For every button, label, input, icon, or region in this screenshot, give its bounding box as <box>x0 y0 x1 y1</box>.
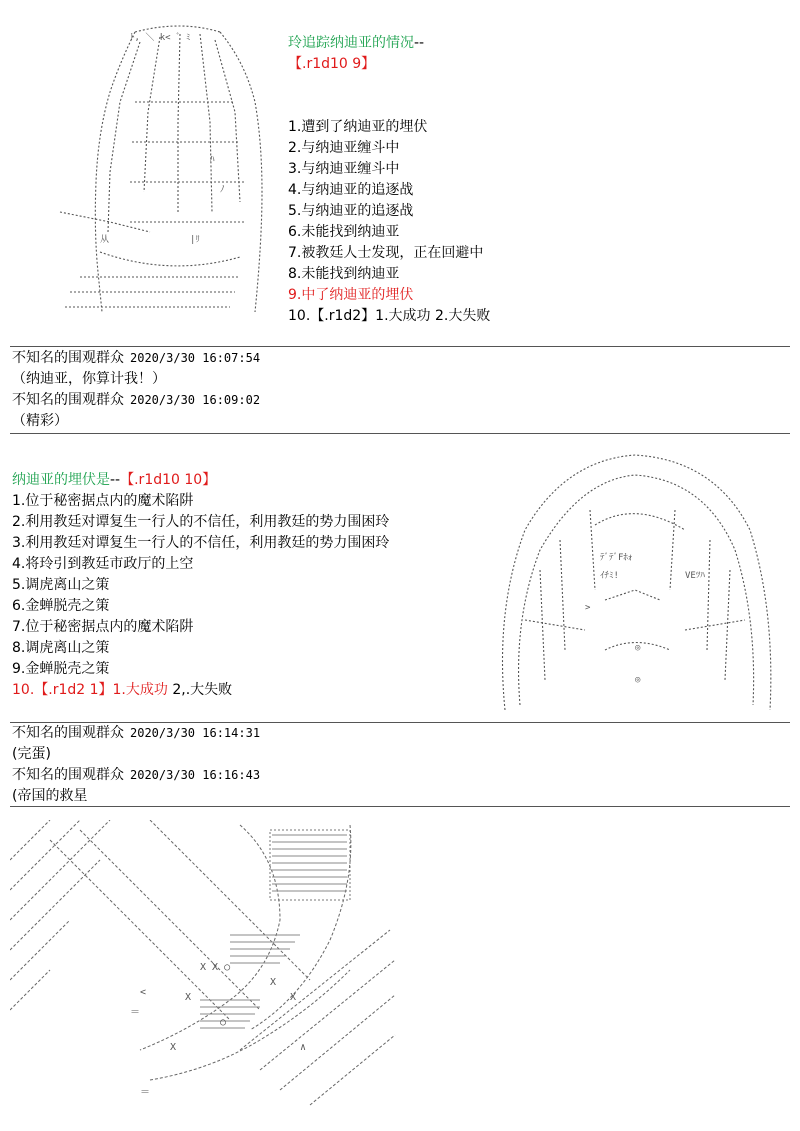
svg-text:<: < <box>140 987 147 998</box>
section2-option-9: 9.金蝉脱壳之策 <box>12 661 110 677</box>
section2-title <box>12 470 216 491</box>
svg-text:X: X <box>170 1042 177 1053</box>
section2-option-8: 8.调虎离山之策 <box>12 640 110 656</box>
section2-title-suffix: -- <box>110 472 121 488</box>
svg-text:ﾊ: ﾊ <box>210 155 215 165</box>
section1-option-2: 2.与纳迪亚缠斗中 <box>288 140 400 156</box>
svg-text:○: ○ <box>220 1017 227 1028</box>
svg-text:VEﾂﾊ: VEﾂﾊ <box>685 571 705 581</box>
svg-text:ｲﾁﾐ!: ｲﾁﾐ! <box>600 571 619 581</box>
section1-roll: 【.r1d10 9】 <box>288 56 376 72</box>
section1-title-text: 玲追踪纳迪亚的情况 <box>288 35 414 51</box>
comment-2-author: 不知名的围观群众 <box>12 392 124 408</box>
comment-1-time: 2020/3/30 16:07:54 <box>130 351 261 365</box>
comment-2-text: （精彩） <box>12 413 68 429</box>
comment-3-text: (完蛋) <box>12 746 51 762</box>
section1-option-7: 7.被教廷人士发现，正在回避中 <box>288 245 484 261</box>
comment-1-text: （纳迪亚，你算计我！） <box>12 371 166 387</box>
svg-text:X: X <box>185 992 192 1003</box>
svg-text:ﾄ, ＼ k< ﾞ ﾐ: ﾄ, ＼ k< ﾞ ﾐ <box>130 33 191 43</box>
svg-text:ﾉ: ﾉ <box>220 185 225 195</box>
ascii-art-scene-3 <box>10 820 400 1110</box>
svg-text:＝: ＝ <box>140 1087 150 1098</box>
comment-1-meta <box>12 348 260 369</box>
divider-4 <box>10 806 790 807</box>
svg-text:◎: ◎ <box>635 675 641 685</box>
section1-option-4: 4.与纳迪亚的追逐战 <box>288 182 414 198</box>
comment-2-time: 2020/3/30 16:09:02 <box>130 393 261 407</box>
section2-option-1: 1.位于秘密据点内的魔术陷阱 <box>12 493 194 509</box>
section2-title-text: 纳迪亚的埋伏是 <box>12 472 110 488</box>
section1-title-suffix: -- <box>414 35 425 51</box>
section2-option-4: 4.将玲引到教廷市政厅的上空 <box>12 556 194 572</box>
comment-3-author: 不知名的围观群众 <box>12 725 124 741</box>
section2-option-7: 7.位于秘密据点内的魔术陷阱 <box>12 619 194 635</box>
comment-4-text: (帝国的救星 <box>12 788 88 804</box>
comment-3-time: 2020/3/30 16:14:31 <box>130 726 261 740</box>
section2-roll: 【.r1d10 10】 <box>120 472 217 488</box>
section1-option-8: 8.未能找到纳迪亚 <box>288 266 400 282</box>
section2-option-10 <box>12 680 232 701</box>
comment-4-author: 不知名的围观群众 <box>12 767 124 783</box>
section1-option-5: 5.与纳迪亚的追逐战 <box>288 203 414 219</box>
section1-option-9: 9.中了纳迪亚的埋伏 <box>288 287 414 303</box>
comment-3-meta <box>12 723 260 744</box>
section2-option-10-rest: 2,.大失败 <box>167 682 233 698</box>
divider-2 <box>10 433 790 434</box>
ascii-art-girl-1 <box>40 22 280 322</box>
svg-text:◎: ◎ <box>635 643 641 653</box>
section2-option-5: 5.调虎离山之策 <box>12 577 110 593</box>
comment-1-author: 不知名的围观群众 <box>12 350 124 366</box>
svg-text:X X ○: X X ○ <box>200 962 231 973</box>
comment-4-time: 2020/3/30 16:16:43 <box>130 768 261 782</box>
section1-option-6: 6.未能找到纳迪亚 <box>288 224 400 240</box>
svg-text:X: X <box>290 992 297 1003</box>
svg-text:＝: ＝ <box>130 1007 140 1018</box>
section2-option-10-success: 10.【.r1d2 1】1.大成功 <box>12 682 168 698</box>
svg-text:ﾃﾞﾃﾞFﾎｫ: ﾃﾞﾃﾞFﾎｫ <box>600 553 633 563</box>
section1-option-10: 10.【.r1d2】1.大成功 2.大失败 <box>288 308 491 324</box>
section2-option-3: 3.利用教廷对谭复生一行人的不信任，利用教廷的势力围困玲 <box>12 535 390 551</box>
svg-text:∧: ∧ <box>300 1042 307 1053</box>
section1-title <box>288 33 424 54</box>
section2-option-2: 2.利用教廷对谭复生一行人的不信任，利用教廷的势力围困玲 <box>12 514 390 530</box>
svg-text:>: > <box>585 603 591 613</box>
ascii-art-girl-2 <box>485 450 775 715</box>
svg-text:X: X <box>270 977 277 988</box>
section1-option-3: 3.与纳迪亚缠斗中 <box>288 161 400 177</box>
divider-1 <box>10 346 790 347</box>
svg-text:|ﾘ: |ﾘ <box>190 235 200 245</box>
section1-option-1: 1.遭到了纳迪亚的埋伏 <box>288 119 428 135</box>
comment-4-meta <box>12 765 260 786</box>
svg-text:从: 从 <box>100 235 110 245</box>
section2-option-6: 6.金蝉脱壳之策 <box>12 598 110 614</box>
comment-2-meta <box>12 390 260 411</box>
